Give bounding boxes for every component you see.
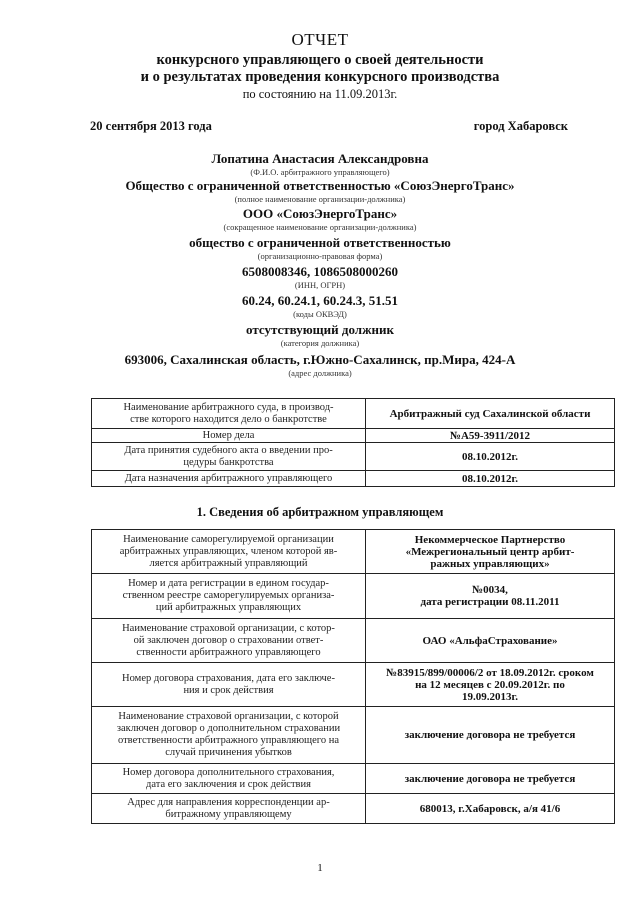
table-row — [92, 429, 615, 443]
section-1-title: 1. Сведения об арбитражном управляющем — [196, 505, 444, 519]
court-info-table — [91, 398, 615, 487]
okved-block — [0, 293, 640, 319]
okved-caption: (коды ОКВЭД) — [293, 309, 347, 319]
debtor-address-block — [0, 352, 640, 378]
table-row — [92, 619, 615, 663]
report-subtitle-line-2: и о результатах проведения конкурсного производства — [140, 69, 500, 85]
manager-name-caption: (Ф.И.О. арбитражного управляющего) — [250, 167, 390, 177]
table-cell-value: 680013, г.Хабаровск, а/я 41/6 — [366, 794, 615, 824]
table-cell-label: Дата назначения арбитражного управляющего — [92, 471, 366, 487]
table-cell-label: Наименование арбитражного суда, в производ- стве которого находится дело о банкротстве — [92, 399, 366, 429]
table-cell-value: заключение договора не требуется — [366, 764, 615, 794]
table-cell-label: Номер договора дополнительного страхования, дата его заключения и срок действия — [92, 764, 366, 794]
page-number: 1 — [317, 862, 323, 874]
table-cell-value: Арбитражный суд Сахалинской области — [366, 399, 615, 429]
table-cell-value: заключение договора не требуется — [366, 707, 615, 764]
table-cell-value: ОАО «АльфаСтрахование» — [366, 619, 615, 663]
table-row — [92, 794, 615, 824]
table-cell-value: №83915/899/00006/2 от 18.09.2012г. сроком на 12 месяцев с 20.09.2012г. по 19.09.2013г. — [366, 663, 615, 707]
debtor-full-name-block — [0, 178, 640, 204]
table-cell-label: Наименование страховой организации, с котор- ой заключен договор о страховании ответ- ственности арбитражного управляющего — [92, 619, 366, 663]
manager-name: Лопатина Анастасия Александровна — [211, 151, 429, 166]
debtor-full-name-caption: (полное наименование организации-должника) — [234, 194, 406, 204]
table-row — [92, 574, 615, 619]
legal-form-caption: (организационно-правовая форма) — [257, 251, 383, 261]
inn-ogrn-block — [0, 264, 640, 290]
table-cell-label: Номер договора страхования, дата его заключе- ния и срок действия — [92, 663, 366, 707]
debtor-category-caption: (категория должника) — [280, 338, 360, 348]
table-cell-value: 08.10.2012г. — [366, 443, 615, 471]
report-subtitle-line-1: конкурсного управляющего о своей деятельности — [156, 52, 484, 68]
table-cell-label: Адрес для направления корреспонденции ар- битражному управляющему — [92, 794, 366, 824]
debtor-short-name-block — [0, 206, 640, 232]
legal-form: общество с ограниченной ответственностью — [189, 235, 451, 250]
table-row — [92, 764, 615, 794]
debtor-short-name-caption: (сокращенное наименование организации-должника) — [223, 222, 417, 232]
table-cell-value: №А59-3911/2012 — [366, 429, 615, 443]
debtor-address-caption: (адрес должника) — [288, 368, 352, 378]
table-cell-label: Наименование саморегулируемой организации арбитражных управляющих, членом которой яв- ляется арбитражный управляющий — [92, 530, 366, 574]
legal-form-block — [0, 235, 640, 261]
table-cell-value: Некоммерческое Партнерство «Межрегиональный центр арбит- ражных управляющих» — [366, 530, 615, 574]
report-as-of-date: по состоянию на 11.09.2013г. — [242, 87, 398, 101]
debtor-full-name: Общество с ограниченной ответственностью «СоюзЭнергоТранс» — [125, 178, 515, 193]
okved-codes: 60.24, 60.24.1, 60.24.3, 51.51 — [242, 293, 398, 308]
table-row — [92, 443, 615, 471]
report-title: ОТЧЕТ — [291, 30, 349, 49]
table-row — [92, 530, 615, 574]
report-city: город Хабаровск — [473, 119, 568, 133]
manager-info-table — [91, 529, 615, 824]
table-cell-label: Дата принятия судебного акта о введении про- цедуры банкротства — [92, 443, 366, 471]
table-cell-value: 08.10.2012г. — [366, 471, 615, 487]
manager-name-block — [0, 151, 640, 177]
table-cell-label: Наименование страховой организации, с которой заключен договор о дополнительном страховании ответственности арбитражного управляющего на случай причинения убытков — [92, 707, 366, 764]
table-cell-label: Номер дела — [92, 429, 366, 443]
inn-ogrn-caption: (ИНН, ОГРН) — [294, 280, 346, 290]
debtor-address: 693006, Сахалинская область, г.Южно-Сахалинск, пр.Мира, 424-А — [124, 352, 516, 367]
inn-ogrn: 6508008346, 1086508000260 — [242, 264, 398, 279]
table-cell-label: Номер и дата регистрации в едином государ- ственном реестре саморегулируемых организа- ций арбитражных управляющих — [92, 574, 366, 619]
table-row — [92, 707, 615, 764]
report-date: 20 сентября 2013 года — [90, 119, 212, 133]
debtor-category: отсутствующий должник — [246, 322, 394, 337]
table-row — [92, 471, 615, 487]
debtor-short-name: ООО «СоюзЭнергоТранс» — [242, 206, 398, 221]
debtor-category-block — [0, 322, 640, 348]
table-cell-value: №0034, дата регистрации 08.11.2011 — [366, 574, 615, 619]
table-row — [92, 663, 615, 707]
table-row — [92, 399, 615, 429]
